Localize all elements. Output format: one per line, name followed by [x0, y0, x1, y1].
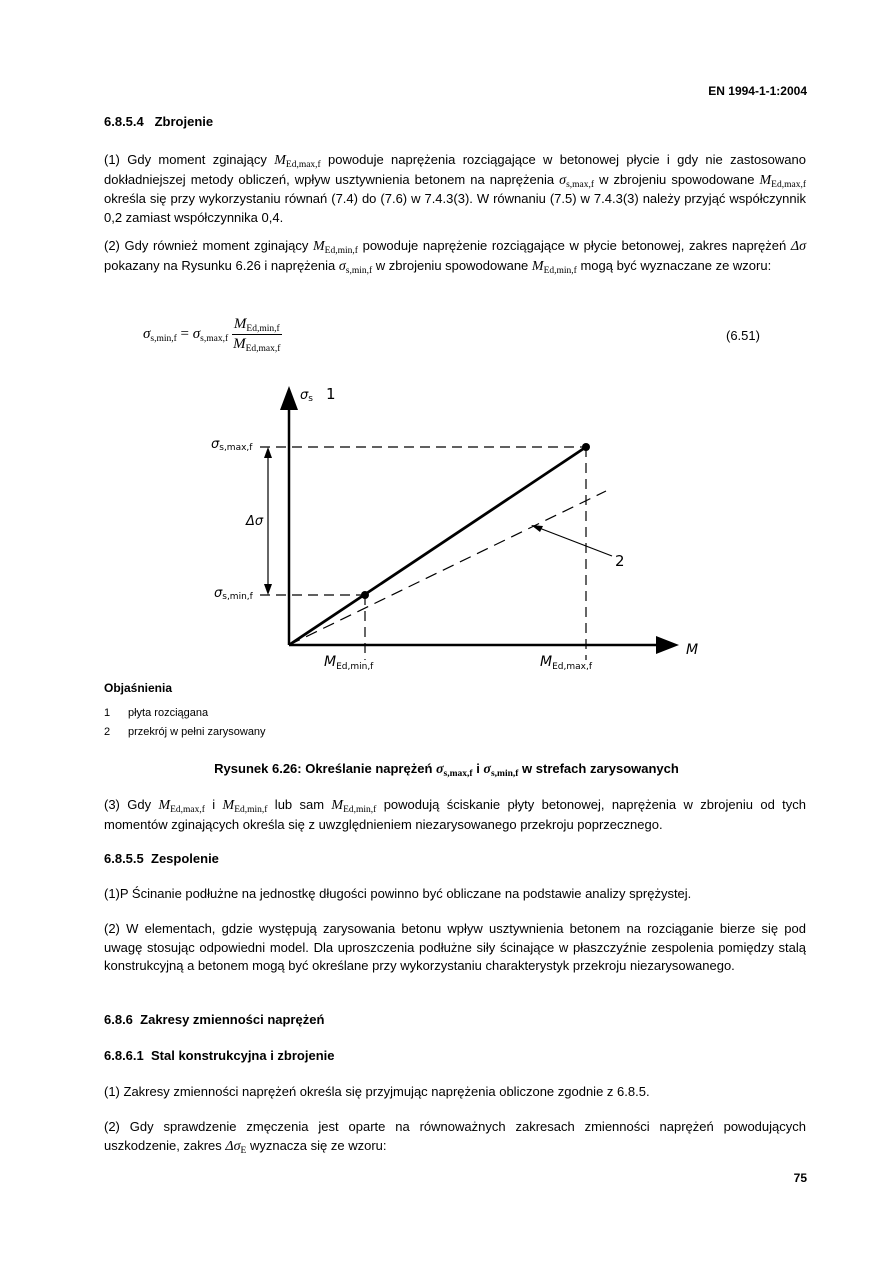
eq-sigma-max: $\sigma_{s,max,f}$ — [192, 325, 229, 344]
delta-sigma-label: Δσ — [246, 514, 264, 529]
section-title: Zbrojenie — [154, 114, 214, 129]
delta-arrow-bottom — [264, 584, 272, 595]
legend-key: 2 — [104, 726, 111, 738]
eq-lhs: $\sigma_{s,min,f}$ — [143, 325, 177, 344]
text-run: (2) Gdy również moment zginający — [104, 238, 313, 253]
math-m-ed-min: $M_{Ed,min,f}$ — [313, 239, 358, 256]
eq-fraction — [232, 316, 282, 353]
section-number: 6.8.5.4 — [104, 114, 144, 129]
math-m-ed-max: $M_{Ed,max,f}$ — [274, 153, 321, 170]
text-run: w zbrojeniu spowodowane — [594, 171, 760, 187]
point-min — [361, 591, 369, 599]
x-axis-arrowhead — [656, 636, 679, 654]
math-delta-sigma-e: $\Delta\sigma_E$ — [225, 1138, 247, 1156]
figure-caption: Rysunek 6.26: Określanie naprężeń $\sigma_{s,max,f}$ i $\sigma_{s,min,f}$ w strefach zarysowanych — [214, 761, 679, 779]
m-min-label: $M_{Ed,min,f}$ — [324, 654, 374, 672]
math-sigma-s-max: $\sigma_{s,max,f}$ — [559, 172, 595, 190]
section-heading-6854 — [104, 114, 213, 129]
line-tension-stiffening — [289, 447, 586, 645]
text-run: powoduje naprężenia rozciągające w betonowej płycie i gdy nie zastosowano dokładniejszej metody obliczeń, wpływ usztywnienia betonem na naprężenia — [104, 152, 806, 187]
math-m-ed-max: $M_{Ed,max,f}$ — [759, 172, 806, 190]
x-axis-label: M — [686, 642, 699, 658]
legend-title: Objaśnienia — [104, 681, 173, 695]
legend-text: płyta rozciągana — [128, 707, 209, 719]
section-heading-6861: 6.8.6.1 Stal konstrukcyjna i zbrojenie — [104, 1048, 335, 1063]
equation-number: (6.51) — [726, 328, 760, 343]
math-m-ed-min: $M_{Ed,min,f}$ — [222, 798, 268, 815]
page-number: 75 — [793, 1171, 807, 1185]
paragraph-6854-3: (3) Gdy $M_{Ed,max,f}$ i $M_{Ed,min,f}$ lub sam $M_{Ed,min,f}$ powodują ściskanie płyty betonowej, naprężenia w zbrojeniu od tych momentów zginających określa się z uwzględnieniem niezarysowanego przekroju poprzecznego. — [104, 797, 806, 832]
math-m-ed-max: $M_{Ed,max,f}$ — [158, 798, 205, 815]
math-delta-sigma: Δσ — [790, 239, 806, 254]
eq-numerator: $M_{Ed,min,f}$ — [233, 316, 280, 334]
text-run: określa się przy wykorzystaniu równań (7.4) do (7.6) w 7.4.3(3). W równaniu (7.5) w 7.4.3(3) należy przyjąć współczynnik 0,2 zamiast współczynnika 0,4. — [104, 191, 806, 225]
legend-item — [104, 707, 209, 719]
text-run: pokazany na Rysunku 6.26 i naprężenia — [104, 257, 339, 273]
math-sigma-s-min: $\sigma_{s,min,f}$ — [338, 258, 373, 276]
label-2: 2 — [615, 552, 625, 570]
sigma-max-label: σs,max,f — [211, 437, 253, 453]
math-m-ed-min: $M_{Ed,min,f}$ — [331, 798, 377, 815]
label-1: 1 — [326, 385, 336, 403]
sigma-min-label: σs,min,f — [214, 586, 253, 602]
section-heading-6855: 6.8.5.5 Zespolenie — [104, 851, 219, 866]
leader-line-2 — [534, 526, 612, 556]
eq-denominator: $M_{Ed,max,f}$ — [233, 336, 281, 354]
line-fully-cracked — [289, 491, 606, 645]
text-run: (1) Gdy moment zginający — [104, 152, 275, 167]
math-m-ed-min: $M_{Ed,min,f}$ — [531, 258, 577, 276]
paragraph-6855-2: (2) W elementach, gdzie występują zarysowania betonu wpływ usztywnienia betonem na rozciąganie bierze się pod uwagę stosując odpowiedni model. Dla uproszczenia podłużne siły ścinające w płaszczyźnie zespolenia pomiędzy stalą konstrukcyjną a betonem mogą być określane przy wykorzystaniu charakterystyk przekroju niezarysowanego. — [104, 921, 806, 973]
document-header: EN 1994-1-1:2004 — [708, 84, 807, 98]
text-run: powoduje naprężenie rozciągające w płycie betonowej, zakres naprężeń — [357, 238, 791, 253]
point-max — [582, 443, 590, 451]
m-max-label: $M_{Ed,max,f}$ — [540, 654, 592, 672]
paragraph-6861-2: (2) Gdy sprawdzenie zmęczenia jest oparte na równoważnych zakresach zmienności naprężeń powodujących uszkodzenie, zakres $\Delta\sigma_E$ wyznacza się ze wzoru: — [104, 1119, 806, 1156]
y-axis-label: σs — [300, 388, 313, 404]
paragraph-6854-1 — [104, 151, 806, 227]
leader-arrow-2 — [531, 525, 543, 532]
paragraph-6855-1: (1)P Ścinanie podłużne na jednostkę długości powinno być obliczane na podstawie analizy sprężystej. — [104, 886, 692, 901]
paragraph-6861-1: (1) Zakresy zmienności naprężeń określa się przyjmując naprężenia obliczone zgodnie z 6.8.5. — [104, 1084, 650, 1099]
figure-6-26 — [0, 370, 893, 680]
y-axis-arrowhead — [280, 386, 298, 410]
legend-text: przekrój w pełni zarysowany — [128, 726, 266, 738]
legend-item — [104, 726, 266, 738]
equation-6-51: $\sigma_{s,min,f} = \sigma_{s,max,f}$ $\frac{M_{Ed,min,f}}{M_{Ed,max,f}}$ — [143, 316, 281, 354]
paragraph-6854-2 — [104, 237, 806, 276]
section-heading-686: 6.8.6 Zakresy zmienności naprężeń — [104, 1012, 325, 1027]
text-run: w zbrojeniu spowodowane — [372, 257, 532, 273]
delta-arrow-top — [264, 447, 272, 458]
text-run: mogą być wyznaczane ze wzoru: — [576, 257, 772, 273]
legend-key: 1 — [104, 707, 111, 719]
